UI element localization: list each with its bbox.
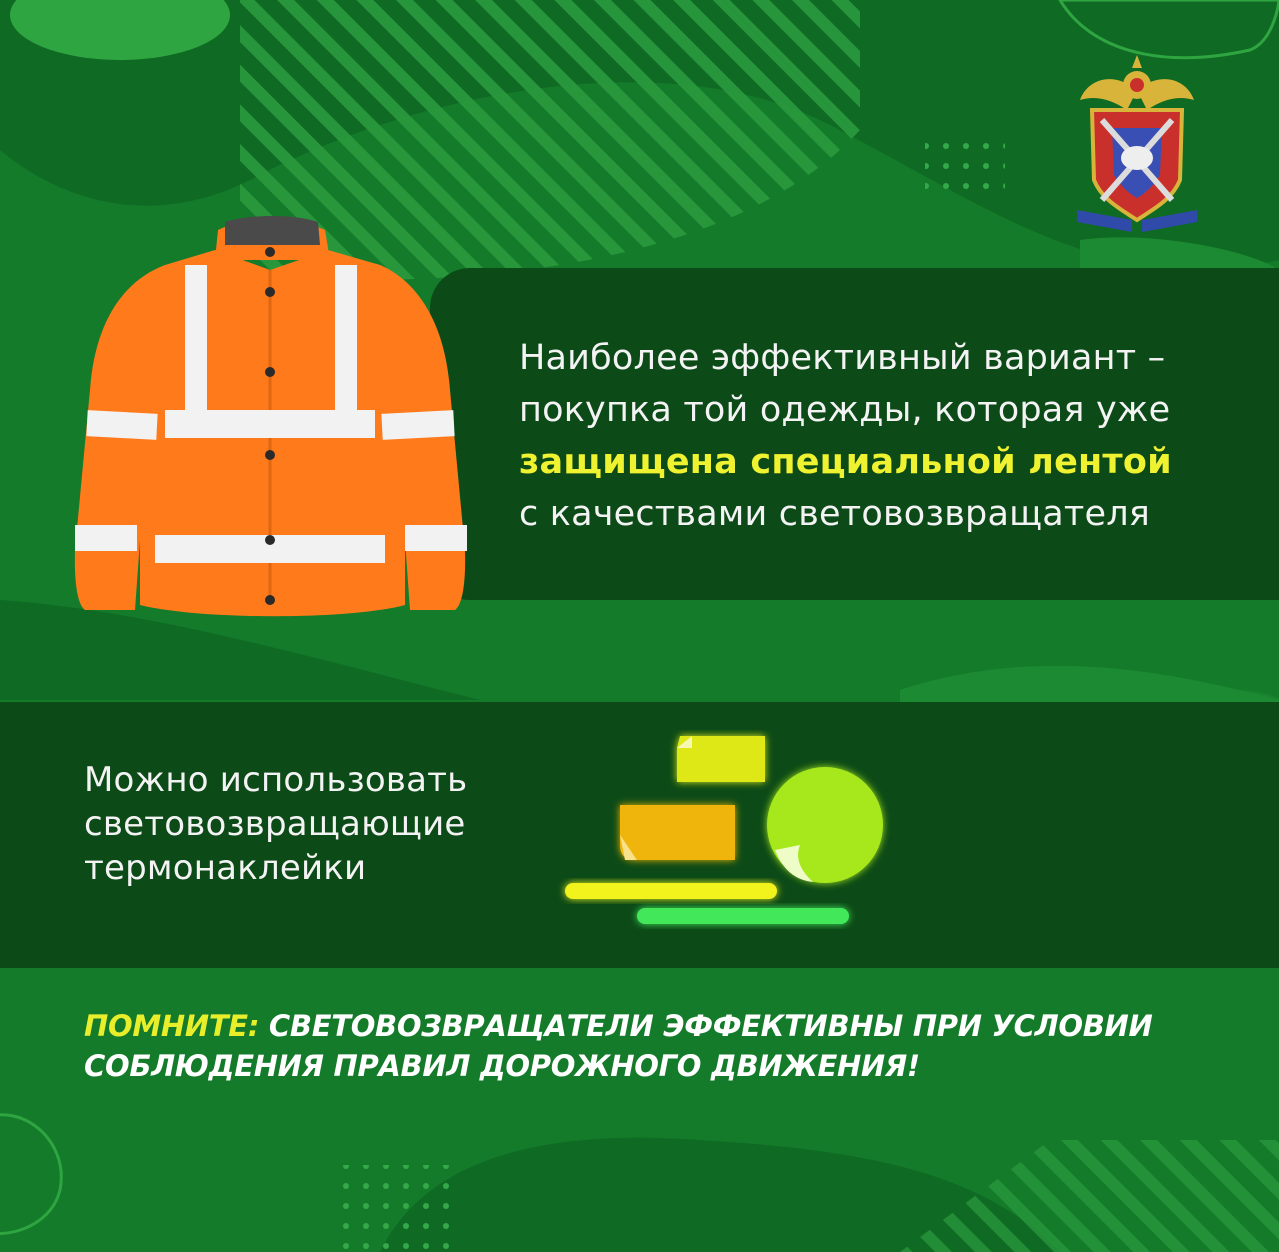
main-message: [519, 332, 1259, 540]
secondary-message-line1: Можно использовать: [84, 760, 468, 800]
warning-line1: [84, 1006, 1234, 1046]
warning-message: [84, 1006, 1234, 1086]
main-message-line1: Наиболее эффективный вариант –: [519, 338, 1166, 378]
main-message-highlight: защищена специальной лентой: [519, 442, 1172, 482]
jacket-icon: [70, 210, 470, 625]
main-message-line2: покупка той одежды, которая уже: [519, 390, 1171, 430]
reflective-stickers-icon: [555, 730, 900, 930]
main-message-line4: с качествами световозвращателя: [519, 494, 1151, 534]
warning-line1-rest: СВЕТОВОЗВРАЩАТЕЛИ ЭФФЕКТИВНЫ ПРИ УСЛОВИИ: [259, 1009, 1153, 1043]
secondary-message: [84, 758, 554, 890]
warning-lead: ПОМНИТЕ:: [84, 1009, 260, 1043]
emblem-icon: [1072, 50, 1202, 232]
secondary-message-line2: световозвращающие: [84, 804, 466, 844]
secondary-message-line3: термонаклейки: [84, 848, 367, 888]
warning-line2: СОБЛЮДЕНИЯ ПРАВИЛ ДОРОЖНОГО ДВИЖЕНИЯ!: [84, 1049, 920, 1083]
